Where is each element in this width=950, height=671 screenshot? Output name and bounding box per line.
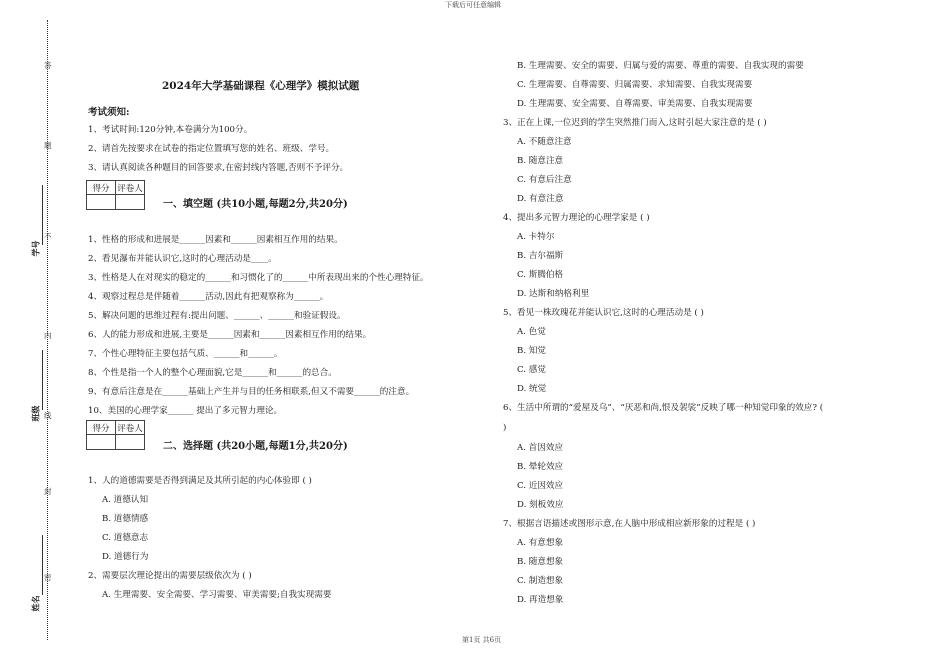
- fill-question: 9、有意后注意是在______基础上产生并与目的任务相联系,但又不需要______的注意。: [88, 387, 415, 397]
- binding-char: 题: [44, 141, 52, 150]
- mc-option: C. 斯腾伯格: [517, 270, 564, 280]
- mc-option: A. 生理需要、安全需要、学习需要、审美需要;自我实现需要: [102, 590, 332, 600]
- binding-char: 不: [44, 232, 52, 241]
- mc-option: C. 生理需要、自尊需要、归属需要、求知需要、自我实现需要: [517, 80, 753, 90]
- binding-char: 线: [44, 411, 52, 420]
- fill-question: 4、观察过程总是伴随着______活动,因此有把观察称为______。: [88, 292, 329, 302]
- mc-option: D. 达斯和纳格利里: [517, 289, 590, 299]
- mc-option: A. 不随意注意: [517, 137, 572, 147]
- mc-question-stem: 5、看见一株玫瑰花并能认识它,这时的心理活动是 ( ): [503, 308, 704, 318]
- class-line: [42, 350, 43, 410]
- fill-question: 3、性格是人在对现实的稳定的______和习惯化了的______中所表现出来的个性心理特征。: [88, 273, 429, 283]
- score-table: [86, 180, 145, 210]
- class-label: 班级: [30, 405, 41, 422]
- note-item: 1、考试时间:120分钟,本卷满分为100分。: [88, 125, 253, 135]
- notes-heading: 考试须知:: [88, 107, 130, 118]
- score-label: 得分: [87, 421, 116, 435]
- mc-question-stem: 4、提出多元智力理论的心理学家是 ( ): [503, 213, 650, 223]
- mc-option: A. 卡特尔: [517, 232, 555, 242]
- fill-question: 7、个性心理特征主要包括气质、______和______。: [88, 349, 283, 359]
- score-table: [86, 420, 145, 450]
- mc-option: D. 统觉: [517, 384, 547, 394]
- mc-option: B. 晕轮效应: [517, 462, 564, 472]
- mc-option: D. 再造想象: [517, 595, 564, 605]
- binding-char: 封: [44, 487, 52, 496]
- section-title: 二、选择题 (共20小题,每题1分,共20分): [163, 441, 348, 452]
- mc-question-stem: 7、根据言语描述或图形示意,在人脑中形成相应新形象的过程是 ( ): [503, 519, 756, 529]
- exam-title: 2024年大学基础课程《心理学》模拟试题: [162, 80, 360, 92]
- mc-option: C. 近因效应: [517, 481, 564, 491]
- grader-label: 评卷人: [116, 181, 145, 195]
- mc-option: A. 色觉: [517, 327, 546, 337]
- mc-option: B. 随意注意: [517, 156, 564, 166]
- mc-question-stem: 6、生活中所谓的“爱屋及乌”、“厌恶和尚,恨及袈裟”反映了哪一种知觉印象的效应? (: [503, 403, 824, 413]
- fill-question: 5、解决问题的思维过程有:提出问题、______、______和验证假设。: [88, 311, 346, 321]
- mc-option: B. 知觉: [517, 346, 546, 356]
- mc-option: C. 有意后注意: [517, 175, 572, 185]
- mc-option: C. 道德意志: [102, 533, 149, 543]
- page-footer: 第1页 共6页: [462, 636, 502, 644]
- student-id-label: 学号: [30, 240, 41, 257]
- fill-question: 6、人的能力形成和进展,主要是______因素和______因素相互作用的结果。: [88, 330, 372, 340]
- grader-cell[interactable]: [116, 195, 145, 210]
- mc-option: A. 首因效应: [517, 443, 564, 453]
- note-item: 3、请认真阅读各种题目的回答要求,在密封线内答题,否则不予评分。: [88, 163, 349, 173]
- mc-option: A. 道德认知: [102, 495, 149, 505]
- mc-question-stem: 1、人的道德需要是否得到满足及其所引起的内心体验即 ( ): [88, 476, 312, 486]
- score-label: 得分: [87, 181, 116, 195]
- score-cell[interactable]: [87, 435, 116, 450]
- mc-option: A. 有意想象: [517, 538, 564, 548]
- grader-cell[interactable]: [116, 435, 145, 450]
- binding-char: 密: [44, 573, 52, 582]
- score-cell[interactable]: [87, 195, 116, 210]
- section-title: 一、填空题 (共10小题,每题2分,共20分): [163, 199, 348, 210]
- fill-question: 8、个性是指一个人的整个心理面貌,它是______和______的总合。: [88, 368, 337, 378]
- fill-question: 1、性格的形成和进展是______因素和______因素相互作用的结果。: [88, 235, 343, 245]
- mc-question-stem: 2、需要层次理论提出的需要层级依次为 ( ): [88, 571, 252, 581]
- mc-option: B. 吉尔福斯: [517, 251, 564, 261]
- mc-option: C. 感觉: [517, 365, 546, 375]
- mc-option: D. 刻板效应: [517, 500, 564, 510]
- grader-label: 评卷人: [116, 421, 145, 435]
- note-item: 2、请首先按要求在试卷的指定位置填写您的姓名、班级、学号。: [88, 144, 335, 154]
- mc-option: B. 道德情感: [102, 514, 149, 524]
- mc-option: B. 随意想象: [517, 557, 564, 567]
- page-header: 下载后可任意编辑: [445, 1, 501, 9]
- mc-question-stem: 3、正在上课,一位迟到的学生突然推门而入,这时引起大家注意的是 ( ): [503, 118, 767, 128]
- fill-question: 2、看见瀑布并能认识它,这时的心理活动是____。: [88, 254, 277, 264]
- fill-question: 10、美国的心理学家______ 提出了多元智力理论。: [88, 406, 283, 416]
- mc-option: C. 制造想象: [517, 576, 564, 586]
- mc-option: D. 生理需要、安全需要、自尊需要、审美需要、自我实现需要: [517, 99, 753, 109]
- binding-char: 内: [44, 331, 52, 340]
- name-label: 姓名: [30, 595, 41, 612]
- mc-option: D. 有意注意: [517, 194, 564, 204]
- binding-char: 答: [44, 61, 52, 70]
- mc-question-stem-cont: ): [503, 423, 507, 433]
- student-id-line: [42, 185, 43, 245]
- mc-option: D. 道德行为: [102, 552, 149, 562]
- name-line: [42, 535, 43, 595]
- mc-option: B. 生理需要、安全的需要、归属与爱的需要、尊重的需要、自我实现的需要: [517, 61, 804, 71]
